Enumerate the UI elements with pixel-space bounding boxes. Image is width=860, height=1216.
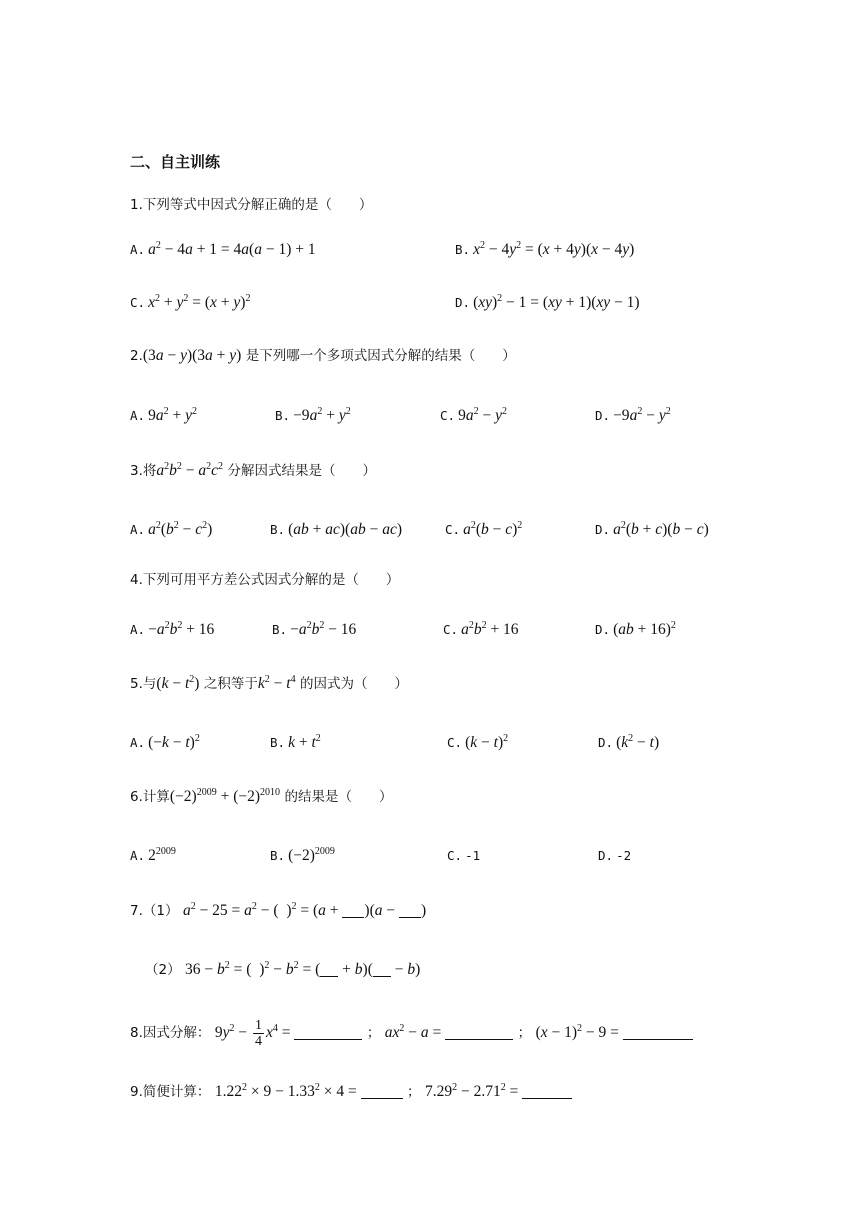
q7-part1: 7.（1） $a^2 - 25 = a^2$ − ( )$^2$ = (a + )(a − ) <box>130 901 427 919</box>
q1-option-c: C. $x^2 + y^2 = (x + y)^2$ <box>130 293 251 311</box>
q1-stem: 1.下列等式中因式分解正确的是（ ） <box>130 197 373 213</box>
fraction-one-quarter: $\frac{1}{4}$ <box>254 1018 262 1049</box>
q4-option-c: C. $a^2b^2 + 16$ <box>443 620 519 638</box>
q8-answer-blank-3[interactable] <box>623 1025 693 1040</box>
q6-option-c: C. -1 <box>447 848 481 863</box>
q4-stem: 4.下列可用平方差公式因式分解的是（ ） <box>130 572 400 588</box>
q9-answer-blank-2[interactable] <box>522 1084 572 1099</box>
q2-option-a: A. $9a^2 + y^2$ <box>130 406 197 424</box>
q4-option-d: D. (ab + 16)$^2$ <box>595 620 676 638</box>
q5-option-b: B. $k + t^2$ <box>270 733 321 751</box>
q3-stem: 3.将$a^2b^2 - a^2c^2$ 分解因式结果是（ ） <box>130 461 376 479</box>
q2-option-b: B. $-9a^2 + y^2$ <box>275 406 351 424</box>
q6-option-d: D. -2 <box>598 848 632 863</box>
q8-stem: 8.因式分解： $9y^2$ − $\frac{1}{4}$ $x^4$ = ； $ax^2 - a$ = ； $(x - 1)^2 - 9$ = <box>130 1018 693 1049</box>
q8-answer-blank-1[interactable] <box>294 1025 362 1040</box>
q5-stem: 5.与$(k - t^2)$ 之积等于$k^2 - t^4$ 的因式为（ ） <box>130 674 409 692</box>
q4-option-b: B. $-a^2b^2 - 16$ <box>272 620 357 638</box>
q6-option-a: A. $2^{2009}$ <box>130 846 176 864</box>
q6-stem: 6.计算$(-2)^{2009} + (-2)^{2010}$ 的结果是（ ） <box>130 787 393 805</box>
q5-option-c: C. $(k - t)^2$ <box>447 733 509 751</box>
q2-option-d: D. $-9a^2 - y^2$ <box>595 406 671 424</box>
q3-option-b: B. (ab + ac)(ab − ac) <box>270 521 403 538</box>
q2-stem: 2.(3a − y)(3a + y) 是下列哪一个多项式因式分解的结果（ ） <box>130 347 516 364</box>
q3-option-c: C. $a^2(b - c)^2$ <box>445 520 523 538</box>
q6-option-b: B. $(-2)^{2009}$ <box>270 846 335 864</box>
q3-option-a: A. $a^2(b^2 - c^2)$ <box>130 520 213 538</box>
q1-option-b: B. $x^2 - 4y^2 = (x + 4y)(x - 4y)$ <box>455 240 635 258</box>
q5-option-a: A. $(-k - t)^2$ <box>130 733 200 751</box>
q9-answer-blank-1[interactable] <box>361 1084 403 1099</box>
section-title: 二、自主训练 <box>130 153 221 171</box>
q4-option-a: A. $-a^2b^2 + 16$ <box>130 620 215 638</box>
q7-part2: （2） $36 - b^2$ = ( )$^2 - b^2$ = ( + b)( − b) <box>145 960 421 978</box>
q2-option-c: C. $9a^2 - y^2$ <box>440 406 507 424</box>
q5-option-d: D. $(k^2 - t)$ <box>598 733 660 751</box>
q1-option-d: D. (xy)$^2$ − 1 = (xy + 1)(xy − 1) <box>455 293 640 311</box>
q9-stem: 9.简便计算： $1.22^2 \times 9 - 1.33^2 \times 4$ = ； $7.29^2 - 2.71^2$ = <box>130 1082 572 1102</box>
q8-answer-blank-2[interactable] <box>445 1025 513 1040</box>
q1-option-a: A. $a^2 - 4a + 1 = 4a(a - 1) + 1$ <box>130 240 316 258</box>
q3-option-d: D. $a^2(b + c)(b - c)$ <box>595 520 709 538</box>
